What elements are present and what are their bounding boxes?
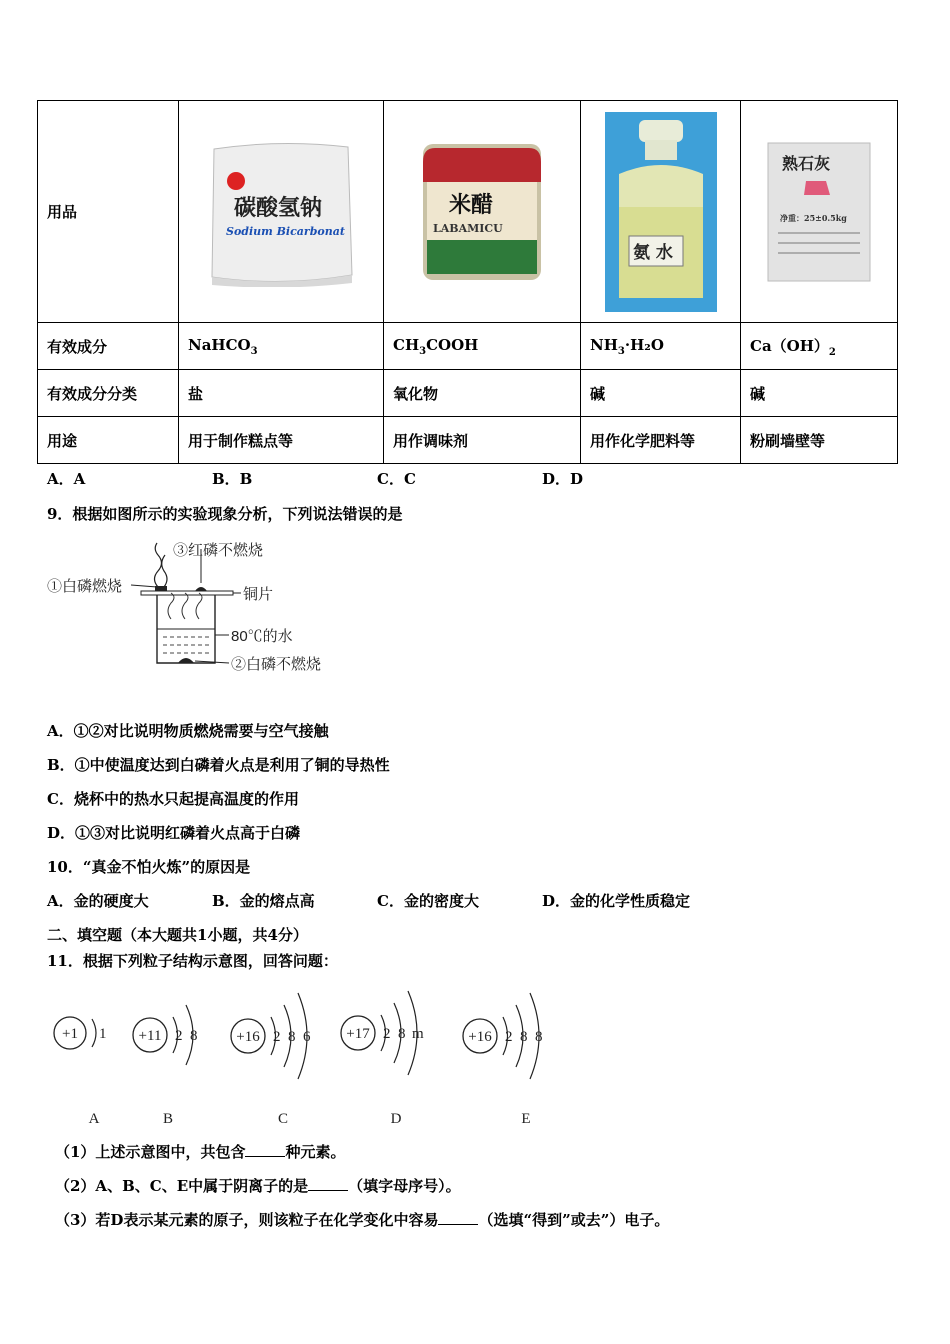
label-red-phosphorus: ③红磷不燃烧 [173,542,264,559]
particle-c [231,993,311,1127]
q8-option-d[interactable]: D．D [542,470,584,488]
q8-option-b[interactable]: B．B [212,470,253,488]
particle-letter: B [162,1111,174,1127]
svg-text:8: 8 [535,1029,543,1045]
svg-text:8: 8 [398,1026,406,1042]
particle-d [341,991,424,1127]
product-image-b [384,101,581,323]
class-cell: 盐 [179,370,384,417]
use-cell: 用于制作糕点等 [179,417,384,464]
row-header: 用品 [38,101,179,323]
svg-text:1: 1 [99,1026,107,1042]
svg-text:2: 2 [175,1028,183,1044]
rice-vinegar-label-icon [421,142,543,282]
row-header: 有效成分 [38,323,179,370]
svg-text:2: 2 [273,1029,281,1045]
particle-letter: D [390,1111,402,1127]
q11-sub2: （2）A、B、C、E中属于阴离子的是 （填字母序号）。 [55,1177,461,1195]
particle-letter: C [277,1111,289,1127]
q9-stem: 9．根据如图所示的实验现象分析，下列说法错误的是 [47,505,403,523]
slaked-lime-bag-icon [764,139,874,284]
baking-soda-bag-icon [206,137,356,287]
q9-option-d[interactable]: D．①③对比说明红磷着火点高于白磷 [47,824,301,842]
label-copper-plate: 铜片 [243,586,274,603]
particle-structure-figure [40,975,580,1135]
image-label: 熟石灰 [782,154,831,173]
q10-option-a[interactable]: A．金的硬度大 [47,892,149,910]
table-row [38,370,898,417]
svg-text:+16: +16 [468,1029,492,1045]
svg-text:2: 2 [505,1029,513,1045]
q10-stem: 10．“真金不怕火炼”的原因是 [47,858,251,876]
svg-text:+1: +1 [62,1026,78,1042]
answer-blank[interactable] [245,1144,285,1157]
q8-option-a[interactable]: A．A [47,470,86,488]
class-cell: 碱 [741,370,898,417]
particle-letter: A [88,1111,100,1127]
label-white-phosphorus-burning: ①白磷燃烧 [47,578,123,595]
label-hot-water: 80℃的水 [231,628,293,645]
formula-cell: $NH_3\cdot H_2O$ [581,323,741,370]
q8-option-c[interactable]: C．C [377,470,416,488]
q11-sub1: （1）上述示意图中，共包含 种元素。 [55,1143,346,1161]
svg-text:2: 2 [383,1026,391,1042]
class-cell: 氧化物 [384,370,581,417]
class-cell: 碱 [581,370,741,417]
svg-text:8: 8 [520,1029,528,1045]
image-sublabel: Sodium Bicarbonat [226,224,345,238]
table-row [38,101,898,323]
image-label: 碳酸氢钠 [234,194,323,221]
q10-option-d[interactable]: D．金的化学性质稳定 [542,892,691,910]
section-heading: 二、填空题（本大题共1小题，共4分） [47,926,308,944]
use-cell: 用作化学肥料等 [581,417,741,464]
answer-blank[interactable] [438,1212,478,1225]
q9-option-c[interactable]: C．烧杯中的热水只起提高温度的作用 [47,790,299,808]
product-image-d [741,101,898,323]
combustion-experiment-figure [45,535,345,680]
particle-letter: E [521,1111,531,1127]
product-image-a [179,101,384,323]
q9-option-b[interactable]: B．①中使温度达到白磷着火点是利用了铜的导热性 [47,756,390,774]
label-white-phosphorus-water: ②白磷不燃烧 [231,656,322,673]
product-table [37,100,898,464]
product-image-c [581,101,741,323]
particle-a [54,1017,107,1127]
svg-text:8: 8 [190,1028,198,1044]
use-cell: 粉刷墙壁等 [741,417,898,464]
formula-cell: $Ca(OH)_2$ [741,323,898,370]
svg-text:6: 6 [303,1029,311,1045]
row-header: 有效成分分类 [38,370,179,417]
table-row [38,323,898,370]
row-header: 用途 [38,417,179,464]
q11-stem: 11．根据下列粒子结构示意图，回答问题： [47,952,338,970]
svg-text:m: m [412,1026,424,1042]
image-label: 米醋 [449,191,494,218]
answer-blank[interactable] [308,1178,348,1191]
svg-text:+11: +11 [138,1028,162,1044]
svg-text:8: 8 [288,1029,296,1045]
ammonia-bottle-icon [605,112,717,312]
table-row [38,417,898,464]
svg-text:+16: +16 [236,1029,260,1045]
image-sublabel: LABAMICU [433,221,503,235]
q10-option-b[interactable]: B．金的熔点高 [212,892,315,910]
particle-b [133,1005,198,1127]
q10-option-c[interactable]: C．金的密度大 [377,892,479,910]
svg-text:+17: +17 [346,1026,370,1042]
q11-sub3: （3）若D表示某元素的原子，则该粒子在化学变化中容易 （选填“得到”或去”）电子。 [55,1211,670,1229]
formula-cell: NaHCO$_3$ [179,323,384,370]
use-cell: 用作调味剂 [384,417,581,464]
particle-e [463,993,543,1127]
q9-option-a[interactable]: A．①②对比说明物质燃烧需要与空气接触 [47,722,329,740]
image-label: 氨 水 [632,242,673,263]
image-sublabel: 净重：25±0.5kg [780,213,847,223]
formula-cell: $CH_3COOH$ [384,323,581,370]
